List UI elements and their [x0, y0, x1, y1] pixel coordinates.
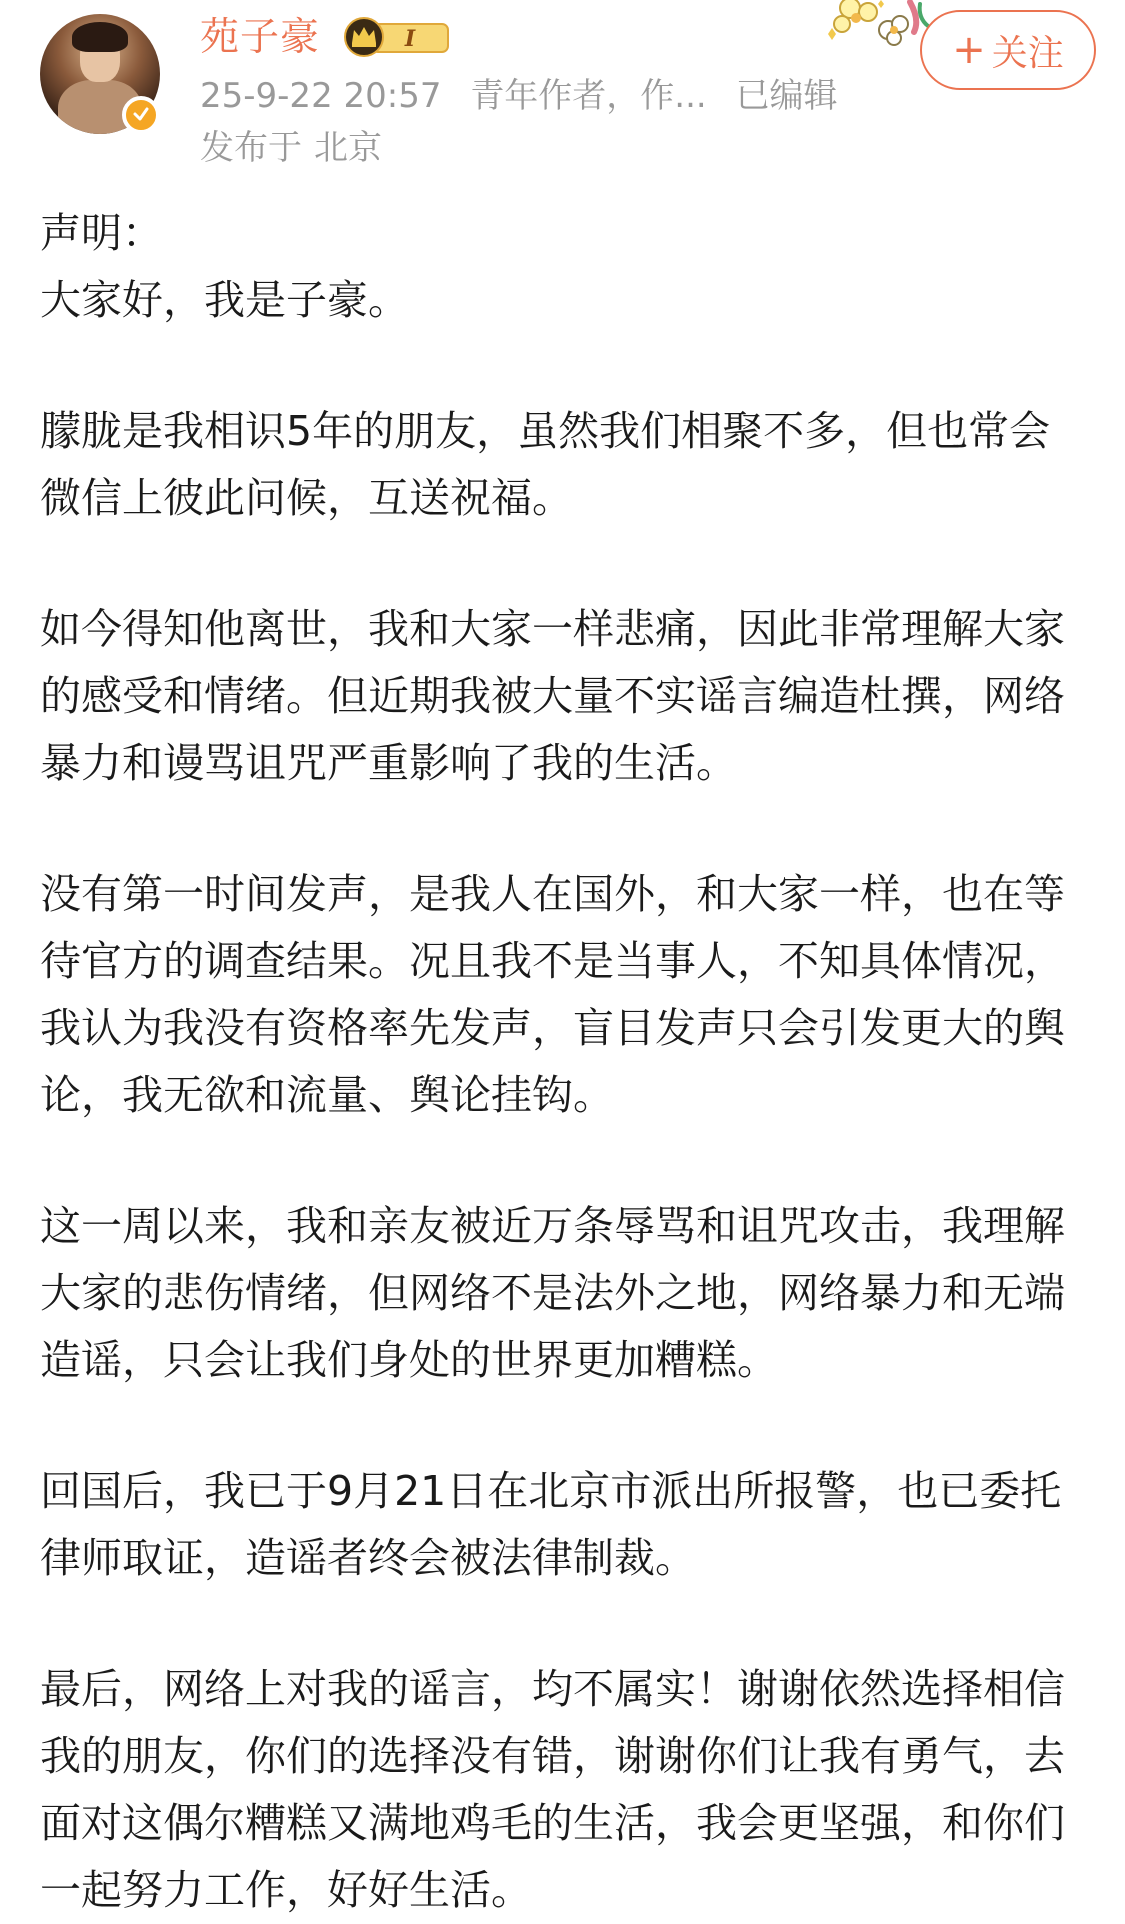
post-header: [0, 0, 1125, 190]
timestamp: 25-9-22 20:57: [200, 76, 442, 116]
post-paragraph: 朦胧是我相识5年的朋友，虽然我们相聚不多，但也常会微信上彼此问候，互送祝福。: [40, 407, 1051, 522]
location-prefix: 发布于: [200, 128, 302, 168]
follow-button[interactable]: [920, 10, 1096, 90]
vip-level: I: [404, 26, 416, 52]
verified-icon: [122, 96, 160, 134]
username[interactable]: 苑子豪: [200, 15, 321, 60]
edited-label[interactable]: 已编辑: [735, 76, 838, 116]
post-paragraph: 这一周以来，我和亲友被近万条辱骂和诅咒攻击，我理解大家的悲伤情绪，但网络不是法外之地，网络暴力和无端造谣，只会让我们身处的世界更加糟糕。: [40, 1202, 1065, 1384]
plus-icon: +: [952, 27, 986, 73]
post-greeting: 大家好，我是子豪。: [40, 276, 409, 324]
post-paragraph: 如今得知他离世，我和大家一样悲痛，因此非常理解大家的感受和情绪。但近期我被大量不实谣言编造杜撰，网络暴力和谩骂诅咒严重影响了我的生活。: [40, 605, 1065, 787]
post-content: [40, 200, 1090, 1924]
avatar[interactable]: [40, 14, 160, 134]
crown-vip-icon[interactable]: [342, 16, 454, 58]
post-source[interactable]: 青年作者，作...: [470, 76, 707, 116]
location-value: 北京: [314, 128, 382, 168]
post-title: 声明：: [40, 209, 163, 257]
post-paragraph: 最后，网络上对我的谣言，均不属实！谢谢依然选择相信我的朋友，你们的选择没有错，谢谢你们让我有勇气，去面对这偶尔糟糕又满地鸡毛的生活，我会更坚强，和你们一起努力工作，好好生活。: [40, 1665, 1065, 1914]
post-paragraph: 没有第一时间发声，是我人在国外，和大家一样，也在等待官方的调查结果。况且我不是当事人，不知具体情况，我认为我没有资格率先发声，盲目发声只会引发更大的舆论，我无欲和流量、舆论挂钩。: [40, 870, 1065, 1119]
location-line: [200, 126, 382, 170]
follow-label: 关注: [991, 32, 1064, 74]
post-meta: [200, 74, 856, 118]
post-paragraph: 回国后，我已于9月21日在北京市派出所报警，也已委托律师取证，造谣者终会被法律制裁。: [40, 1467, 1062, 1582]
